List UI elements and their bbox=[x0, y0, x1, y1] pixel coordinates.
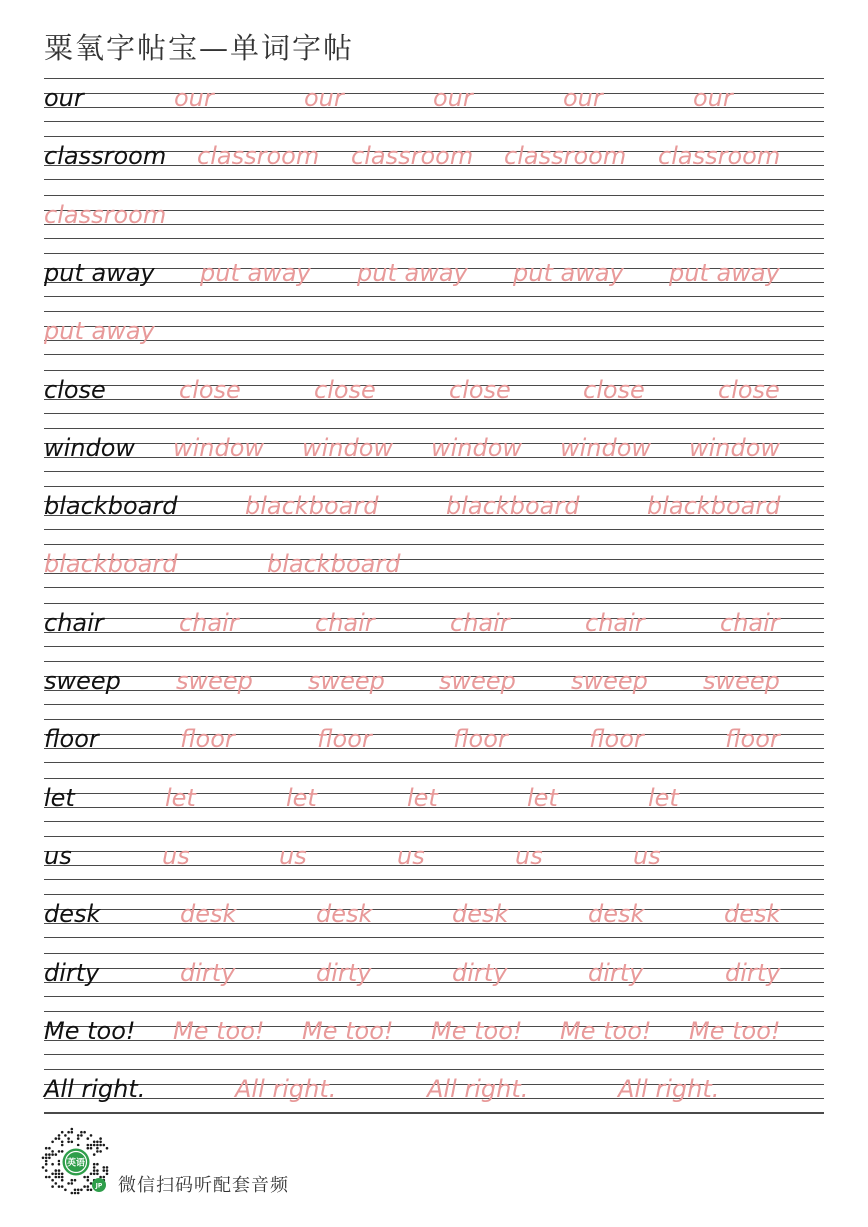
trace-word: blackboard bbox=[245, 492, 379, 520]
practice-row bbox=[0, 78, 868, 136]
practice-row bbox=[0, 136, 868, 194]
qr-dot bbox=[99, 1141, 102, 1144]
qr-dot bbox=[67, 1141, 70, 1144]
qr-dot bbox=[71, 1141, 74, 1144]
trace-word: close bbox=[449, 376, 511, 404]
qr-dot bbox=[45, 1153, 48, 1156]
closing-rule-line bbox=[44, 1113, 824, 1114]
qr-dot bbox=[61, 1144, 64, 1147]
model-word: floor bbox=[44, 725, 99, 753]
practice-row bbox=[0, 1069, 868, 1127]
trace-word: floor bbox=[317, 725, 372, 753]
qr-dot bbox=[103, 1176, 106, 1179]
qr-dot bbox=[83, 1176, 86, 1179]
qr-dot bbox=[51, 1153, 54, 1156]
rule-line bbox=[44, 923, 824, 924]
practice-row bbox=[0, 370, 868, 428]
qr-dot bbox=[58, 1150, 61, 1153]
qr-dot bbox=[96, 1163, 99, 1166]
model-word: us bbox=[44, 842, 72, 870]
qr-dot bbox=[93, 1141, 96, 1144]
trace-word: Me too! bbox=[302, 1017, 394, 1045]
qr-dot bbox=[61, 1173, 64, 1176]
rule-line bbox=[44, 618, 824, 619]
rule-line bbox=[44, 413, 824, 414]
qr-dot bbox=[61, 1176, 64, 1179]
trace-word: blackboard bbox=[267, 550, 401, 578]
model-word: chair bbox=[44, 609, 104, 637]
trace-word: dirty bbox=[452, 959, 508, 987]
trace-word: close bbox=[314, 376, 376, 404]
qr-dot bbox=[90, 1189, 93, 1192]
qr-dot bbox=[58, 1169, 61, 1172]
qr-dot bbox=[96, 1141, 99, 1144]
trace-word: sweep bbox=[308, 667, 385, 695]
model-word: desk bbox=[44, 900, 101, 928]
rule-line bbox=[44, 968, 824, 969]
practice-row bbox=[0, 1011, 868, 1069]
rule-line bbox=[44, 646, 824, 647]
rule-line bbox=[44, 370, 824, 371]
qr-dot bbox=[51, 1141, 54, 1144]
rule-line bbox=[44, 399, 824, 400]
trace-word: sweep bbox=[439, 667, 516, 695]
trace-word: our bbox=[174, 84, 214, 112]
trace-word: floor bbox=[589, 725, 644, 753]
rule-line bbox=[44, 748, 824, 749]
qr-dot bbox=[67, 1182, 70, 1185]
qr-dot bbox=[96, 1144, 99, 1147]
qr-dot bbox=[80, 1134, 83, 1137]
qr-dot bbox=[99, 1137, 102, 1140]
model-word: close bbox=[44, 376, 106, 404]
rule-line bbox=[44, 632, 824, 633]
qr-dot bbox=[90, 1134, 93, 1137]
model-word: put away bbox=[44, 259, 155, 287]
trace-word: us bbox=[397, 842, 425, 870]
trace-word: chair bbox=[585, 609, 645, 637]
qr-dot bbox=[90, 1147, 93, 1150]
model-word: Me too! bbox=[44, 1017, 136, 1045]
rule-line bbox=[44, 879, 824, 880]
trace-word: classroom bbox=[44, 201, 167, 229]
trace-word: All right. bbox=[427, 1075, 529, 1103]
qr-dot bbox=[87, 1185, 90, 1188]
rule-line bbox=[44, 253, 824, 254]
trace-word: let bbox=[648, 784, 679, 812]
qr-dot bbox=[61, 1150, 64, 1153]
trace-word: let bbox=[165, 784, 196, 812]
rule-line bbox=[44, 385, 824, 386]
qr-dot bbox=[77, 1134, 80, 1137]
practice-row bbox=[0, 195, 868, 253]
qr-dot bbox=[71, 1192, 74, 1195]
qr-dot bbox=[83, 1131, 86, 1134]
rule-line bbox=[44, 836, 824, 837]
trace-word: dirty bbox=[316, 959, 372, 987]
practice-row bbox=[0, 836, 868, 894]
trace-word: our bbox=[563, 84, 603, 112]
qr-dot bbox=[93, 1163, 96, 1166]
trace-word: put away bbox=[200, 259, 311, 287]
qr-dot bbox=[90, 1144, 93, 1147]
model-word: blackboard bbox=[44, 492, 178, 520]
qr-dot bbox=[77, 1192, 80, 1195]
qr-dot bbox=[55, 1137, 58, 1140]
practice-row bbox=[0, 544, 868, 602]
qr-dot bbox=[55, 1153, 58, 1156]
page-title: 粟氧字帖宝—单词字帖 bbox=[44, 31, 355, 65]
qr-dot bbox=[93, 1166, 96, 1169]
rule-line bbox=[44, 544, 824, 545]
trace-word: window bbox=[302, 434, 394, 462]
trace-word: us bbox=[633, 842, 661, 870]
rule-line bbox=[44, 78, 824, 79]
qr-dot bbox=[87, 1179, 90, 1182]
trace-word: put away bbox=[44, 317, 155, 345]
practice-row bbox=[0, 719, 868, 777]
qr-dot bbox=[42, 1166, 45, 1169]
qr-dot bbox=[45, 1157, 48, 1160]
qr-dot bbox=[71, 1179, 74, 1182]
qr-dot bbox=[83, 1185, 86, 1188]
qr-dot bbox=[51, 1163, 54, 1166]
qr-dot bbox=[90, 1182, 93, 1185]
rule-line bbox=[44, 982, 824, 983]
qr-dot bbox=[77, 1137, 80, 1140]
rule-line bbox=[44, 1054, 824, 1055]
qr-dot bbox=[58, 1173, 61, 1176]
trace-word: window bbox=[431, 434, 523, 462]
qr-dot bbox=[61, 1131, 64, 1134]
rule-line bbox=[44, 778, 824, 779]
practice-row bbox=[0, 486, 868, 544]
rule-line bbox=[44, 471, 824, 472]
qr-dot bbox=[106, 1166, 109, 1169]
qr-dot bbox=[71, 1182, 74, 1185]
model-word: window bbox=[44, 434, 136, 462]
trace-word: chair bbox=[179, 609, 239, 637]
qr-dot bbox=[87, 1144, 90, 1147]
practice-row bbox=[0, 661, 868, 719]
trace-word: sweep bbox=[571, 667, 648, 695]
rule-line bbox=[44, 865, 824, 866]
trace-word: us bbox=[515, 842, 543, 870]
rule-line bbox=[44, 704, 824, 705]
qr-dot bbox=[99, 1176, 102, 1179]
trace-word: floor bbox=[180, 725, 235, 753]
trace-word: floor bbox=[453, 725, 508, 753]
rule-line bbox=[44, 428, 824, 429]
trace-word: put away bbox=[357, 259, 468, 287]
rule-line bbox=[44, 529, 824, 530]
practice-row bbox=[0, 894, 868, 952]
rule-line bbox=[44, 296, 824, 297]
qr-dot bbox=[93, 1153, 96, 1156]
qr-dot bbox=[67, 1131, 70, 1134]
qr-dot bbox=[87, 1137, 90, 1140]
trace-word: our bbox=[693, 84, 733, 112]
qr-dot bbox=[99, 1144, 102, 1147]
qr-dot bbox=[55, 1173, 58, 1176]
trace-word: put away bbox=[669, 259, 780, 287]
rule-line bbox=[44, 762, 824, 763]
qr-dot bbox=[87, 1189, 90, 1192]
rule-line bbox=[44, 311, 824, 312]
qr-dot bbox=[61, 1185, 64, 1188]
qr-dot bbox=[103, 1144, 106, 1147]
qr-dot bbox=[96, 1150, 99, 1153]
qr-dot bbox=[99, 1150, 102, 1153]
qr-dot bbox=[93, 1173, 96, 1176]
practice-row bbox=[0, 253, 868, 311]
rule-line bbox=[44, 661, 824, 662]
qr-dot bbox=[61, 1179, 64, 1182]
rule-line bbox=[44, 136, 824, 137]
qr-dot bbox=[96, 1147, 99, 1150]
qr-dot bbox=[51, 1185, 54, 1188]
model-word: classroom bbox=[44, 142, 167, 170]
model-word: dirty bbox=[44, 959, 100, 987]
trace-word: desk bbox=[316, 900, 373, 928]
qr-dot bbox=[106, 1169, 109, 1172]
trace-word: chair bbox=[315, 609, 375, 637]
rule-line bbox=[44, 996, 824, 997]
qr-dot bbox=[55, 1169, 58, 1172]
practice-row bbox=[0, 311, 868, 369]
qr-dot bbox=[71, 1128, 74, 1131]
model-word: our bbox=[44, 84, 84, 112]
rule-line bbox=[44, 179, 824, 180]
qr-dot bbox=[51, 1179, 54, 1182]
rule-line bbox=[44, 121, 824, 122]
qr-dot bbox=[103, 1166, 106, 1169]
qr-code-icon[interactable] bbox=[41, 1127, 111, 1197]
trace-word: blackboard bbox=[446, 492, 580, 520]
rule-line bbox=[44, 1011, 824, 1012]
qr-dot bbox=[45, 1163, 48, 1166]
qr-dot bbox=[64, 1189, 67, 1192]
trace-word: us bbox=[279, 842, 307, 870]
qr-dot bbox=[93, 1169, 96, 1172]
qr-corner-text: JP bbox=[95, 1182, 103, 1190]
trace-word: dirty bbox=[588, 959, 644, 987]
trace-word: dirty bbox=[725, 959, 781, 987]
qr-dot bbox=[48, 1157, 51, 1160]
qr-dot bbox=[87, 1176, 90, 1179]
rule-line bbox=[44, 340, 824, 341]
trace-word: our bbox=[433, 84, 473, 112]
qr-dot bbox=[93, 1144, 96, 1147]
qr-dot bbox=[45, 1147, 48, 1150]
rule-line bbox=[44, 937, 824, 938]
trace-word: desk bbox=[588, 900, 645, 928]
qr-dot bbox=[106, 1147, 109, 1150]
trace-word: Me too! bbox=[431, 1017, 523, 1045]
rule-line bbox=[44, 587, 824, 588]
qr-dot bbox=[87, 1147, 90, 1150]
trace-word: desk bbox=[724, 900, 781, 928]
qr-dot bbox=[45, 1160, 48, 1163]
practice-row bbox=[0, 953, 868, 1011]
model-word: sweep bbox=[44, 667, 121, 695]
qr-dot bbox=[42, 1157, 45, 1160]
rule-line bbox=[44, 894, 824, 895]
practice-row bbox=[0, 778, 868, 836]
trace-word: sweep bbox=[176, 667, 253, 695]
qr-dot bbox=[71, 1131, 74, 1134]
rule-line bbox=[44, 909, 824, 910]
rule-line bbox=[44, 238, 824, 239]
trace-word: floor bbox=[725, 725, 780, 753]
qr-dot bbox=[80, 1131, 83, 1134]
rule-line bbox=[44, 719, 824, 720]
model-word: All right. bbox=[44, 1075, 146, 1103]
qr-dot bbox=[64, 1134, 67, 1137]
practice-row bbox=[0, 428, 868, 486]
practice-row bbox=[0, 603, 868, 661]
qr-dot bbox=[51, 1150, 54, 1153]
rule-line bbox=[44, 821, 824, 822]
qr-dot bbox=[48, 1147, 51, 1150]
trace-word: window bbox=[173, 434, 265, 462]
trace-word: All right. bbox=[618, 1075, 720, 1103]
qr-dot bbox=[77, 1144, 80, 1147]
trace-word: classroom bbox=[197, 142, 320, 170]
trace-word: Me too! bbox=[560, 1017, 652, 1045]
trace-word: sweep bbox=[703, 667, 780, 695]
qr-dot bbox=[96, 1173, 99, 1176]
qr-dot bbox=[55, 1176, 58, 1179]
qr-dot bbox=[45, 1176, 48, 1179]
trace-word: us bbox=[162, 842, 190, 870]
trace-word: close bbox=[179, 376, 241, 404]
trace-word: blackboard bbox=[44, 550, 178, 578]
rule-line bbox=[44, 326, 824, 327]
qr-dot bbox=[48, 1153, 51, 1156]
trace-word: our bbox=[304, 84, 344, 112]
trace-word: All right. bbox=[235, 1075, 337, 1103]
qr-badge-text: 英语 bbox=[66, 1158, 86, 1169]
trace-word: chair bbox=[720, 609, 780, 637]
trace-word: let bbox=[286, 784, 317, 812]
qr-dot bbox=[58, 1160, 61, 1163]
trace-word: classroom bbox=[351, 142, 474, 170]
trace-word: window bbox=[560, 434, 652, 462]
trace-word: close bbox=[718, 376, 780, 404]
qr-dot bbox=[80, 1189, 83, 1192]
rule-line bbox=[44, 1069, 824, 1070]
rule-line bbox=[44, 603, 824, 604]
qr-dot bbox=[58, 1163, 61, 1166]
trace-word: put away bbox=[513, 259, 624, 287]
footer-caption: 微信扫码听配套音频 bbox=[118, 1175, 289, 1196]
qr-dot bbox=[74, 1189, 77, 1192]
qr-dot bbox=[74, 1192, 77, 1195]
qr-dot bbox=[58, 1134, 61, 1137]
trace-word: desk bbox=[180, 900, 237, 928]
qr-dot bbox=[55, 1182, 58, 1185]
trace-word: window bbox=[689, 434, 781, 462]
qr-dot bbox=[58, 1176, 61, 1179]
rule-line bbox=[44, 354, 824, 355]
qr-dot bbox=[48, 1176, 51, 1179]
trace-word: Me too! bbox=[173, 1017, 265, 1045]
qr-dot bbox=[67, 1137, 70, 1140]
qr-dot bbox=[45, 1169, 48, 1172]
qr-dot bbox=[61, 1141, 64, 1144]
model-word: let bbox=[44, 784, 75, 812]
trace-word: blackboard bbox=[647, 492, 781, 520]
rule-line bbox=[44, 195, 824, 196]
trace-word: classroom bbox=[504, 142, 627, 170]
trace-word: chair bbox=[450, 609, 510, 637]
trace-word: Me too! bbox=[689, 1017, 781, 1045]
trace-word: let bbox=[527, 784, 558, 812]
qr-dot bbox=[106, 1173, 109, 1176]
qr-dot bbox=[77, 1189, 80, 1192]
qr-dot bbox=[90, 1173, 93, 1176]
qr-dot bbox=[58, 1137, 61, 1140]
trace-word: classroom bbox=[658, 142, 781, 170]
trace-word: desk bbox=[452, 900, 509, 928]
rule-line bbox=[44, 734, 824, 735]
trace-word: dirty bbox=[180, 959, 236, 987]
qr-dot bbox=[74, 1179, 77, 1182]
qr-dot bbox=[96, 1169, 99, 1172]
trace-word: let bbox=[407, 784, 438, 812]
qr-dot bbox=[58, 1185, 61, 1188]
qr-dot bbox=[103, 1169, 106, 1172]
rule-line bbox=[44, 851, 824, 852]
rule-line bbox=[44, 486, 824, 487]
rule-line bbox=[44, 953, 824, 954]
trace-word: close bbox=[583, 376, 645, 404]
qr-dot bbox=[51, 1173, 54, 1176]
